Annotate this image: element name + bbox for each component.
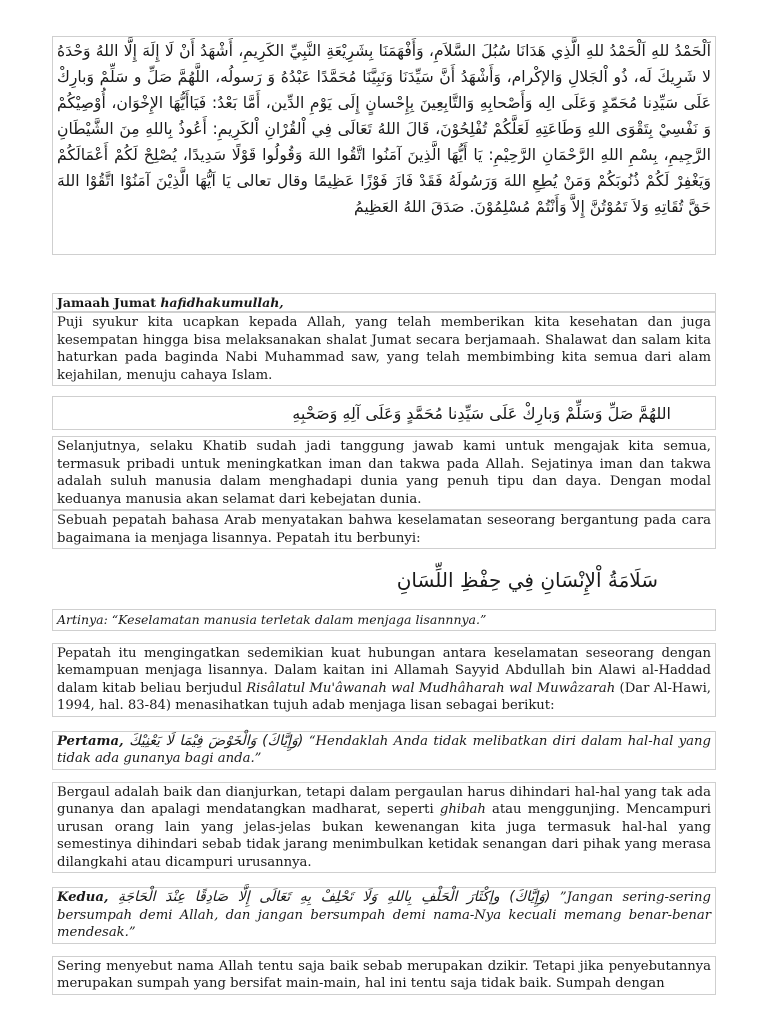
second-quote: ”Jangan sering-sering bersumpah demi Allah, dan jangan bersumpah demi nama-Nya kecuali memang benar-benar mendesak.” xyxy=(57,890,711,940)
first-adab xyxy=(52,731,716,770)
paragraph-5 xyxy=(52,782,716,874)
opening-arabic: اَلْحَمْدُ للهِ اَلْحَمْدُ للهِ الَّذِي هَدَانَا سُبُلَ السَّلاَمِ، وَأَفْهَمَنَا بِشَرِيْعَةِ النَّبِيِّ الكَرِيمِ، أَشْهَدُ أَنْ لَا إِلَهَ إِلَّا اللهُ وَحْدَهُ لا شَرِيكَ لَه، ذُو اْلجَلالِ وَالإكْرام، وَأَشْهَدُ أَنَّ سَيِّدَنَا وَنَبِيَّنَا مُحَمَّدًا عَبْدُهُ وَ رَسولُه، اللَّهُمَّ صَلِّ و سَلِّمْ وَبارِكْ عَلَى سَيِّدِنا مُحَمّدٍ وَعَلَى الِه وَأَصْحابِهِ وَالتَّابِعِينَ بِإِحْسانٍ إِلَى يَوْمِ الدِّين، أَمَّا بَعْدُ: فَيَاأَيُّهَا الإِخْوَان، أُوْصِيْكُمْ وَ نَفْسِيْ بِتَقْوَى اللهِ وَطَاعَتِهِ لَعَلَّكُمْ تُفْلِحُوْنَ، قَالَ اللهُ تَعَالَى فِي اْلقُرْانِ اْلكَرِيمِ: أَعُوذُ بِاللهِ مِنَ الشَّيْطَانِ الرَّجِيمِ، بِسْمِ اللهِ الرَّحْمَانِ الرَّحِيْمِ: يَا أَيُّهَا الَّذِينَ آمَنُوا اتَّقُوا اللهَ وَقُولُوا قَوْلًا سَدِيدًا، يُصْلِحْ لَكُمْ أَعْمَالَكُمْ وَيَغْفِرْ لَكُمْ ذُنُوبَكُمْ وَمَنْ يُطِعِ اللهَ وَرَسُولَهُ فَقَدْ فَازَ فَوْزًا عَظِيمًا وقال تعالى يَا اَيُّهَا الَّذِيْنَ آمَنُوْا اتَّقُوْا اللهَ حَقَّ تُقَاتِهِ وَلاَ تَمُوْتُنَّ إِلاَّ وَأَنْتُمْ مُسْلِمُوْنَ. صَدَقَ اللهُ العَظِيمُ xyxy=(52,36,716,255)
paragraph-4-end: (Dar Al-Hawi, 1994, hal. 83-84) menasihatkan tujuh adab menjaga lisan sebagai berikut: xyxy=(57,680,711,713)
second-arabic: (وَإِيَّاكَ) وإكْثَارَ الْحَلْفِ بِاللهِ وَلَا تَحْلِفْ بِهِ تَعَالَى إِلَّا صَادِقًا عِنْدَ الْحَاجَةِ xyxy=(117,889,551,905)
paragraph-1: Puji syukur kita ucapkan kepada Allah, yang telah memberikan kita kesehatan dan juga kesempatan hingga bisa melaksanakan shalat Jumat secara berjamaah. Shalawat dan salam kita haturkan pada baginda Nabi Muhammad saw, yang telah membimbing kita semua dari alam kejahilan, menuju cahaya Islam. xyxy=(52,312,716,386)
paragraph-4-start: Pepatah itu mengingatkan sedemikian kuat hubungan antara keselamatan seseorang dengan kemampuan menjaga lisannya. Dalam kaitan ini Allamah Sayyid Abdullah bin Alawi al-Haddad dalam kitab beliau berjudul xyxy=(57,645,711,696)
paragraph-2: Selanjutnya, selaku Khatib sudah jadi tanggung jawab kami untuk mengajak kita semua, termasuk pribadi untuk meningkatkan iman dan takwa pada Allah. Sejatinya iman dan takwa adalah suluh manusia dalam menghadapi dunia yang penuh tipu dan daya. Dengan modal keduanya manusia akan selamat dari kebejatan dunia. xyxy=(52,436,716,510)
paragraph-5-start: Bergaul adalah baik dan dianjurkan, tetapi dalam pergaulan harus dihindari hal-hal yang tak ada gunanya dan apalagi mendatangkan madharat, seperti xyxy=(57,784,711,817)
translation: Artinya: “Keselamatan manusia terletak dalam menjaga lisannnya.” xyxy=(52,609,716,631)
paragraph-5-italic: ghibah xyxy=(439,802,486,817)
greeting-label-italic: hafidhakumullah, xyxy=(160,295,284,310)
paragraph-5-end: atau menggunjing. Mencampuri urusan orang lain yang jelas-jelas bukan kewenangan kita juga termasuk hal-hal yang semestinya dihindari sebab tidak jarang menimbulkan ketidak senangan dari pihak yang merasa dilangkahi atau dicampuri urusannya. xyxy=(57,802,711,870)
second-label: Kedua, xyxy=(57,890,109,905)
first-quote: “Hendaklah Anda tidak melibatkan diri dalam hal-hal yang tidak ada gunanya bagi anda.” xyxy=(57,733,711,766)
proverb-arabic: سَلَامَةُ اْلإِنْسَانِ فِي حِفْظِ اللِّسَانِ xyxy=(396,568,658,592)
paragraph-3: Sebuah pepatah bahasa Arab menyatakan bahwa keselamatan seseorang bergantung pada cara bagaimana ia menjaga lisannya. Pepatah itu berbunyi: xyxy=(52,510,716,549)
document-page xyxy=(52,36,716,995)
shalawat-arabic: اللهُمَّ صَلِّ وَسَلِّمْ وَبارِكْ عَلَى سَيِّدِنا مُحَمَّدٍ وَعَلَى آلِهِ وَصَحْبِهِ xyxy=(52,396,716,430)
first-arabic: (وَإِيَّاكَ) وَالْخَوْضَ فِيْمَا لَا يَعْنِيْكَ xyxy=(129,732,304,749)
paragraph-4 xyxy=(52,643,716,717)
greeting xyxy=(52,293,716,312)
book-title: Risâlatul Mu'âwanah wal Mudhâharah wal Muwâzarah xyxy=(246,680,616,696)
greeting-label: Jamaah Jumat xyxy=(57,295,156,310)
first-label: Pertama, xyxy=(57,733,124,749)
second-adab xyxy=(52,887,716,944)
paragraph-6: Sering menyebut nama Allah tentu saja baik sebab merupakan dzikir. Tetapi jika penyebutannya merupakan sumpah yang bersifat main-main, hal ini tentu saja tidak baik. Sumpah dengan xyxy=(52,956,716,995)
